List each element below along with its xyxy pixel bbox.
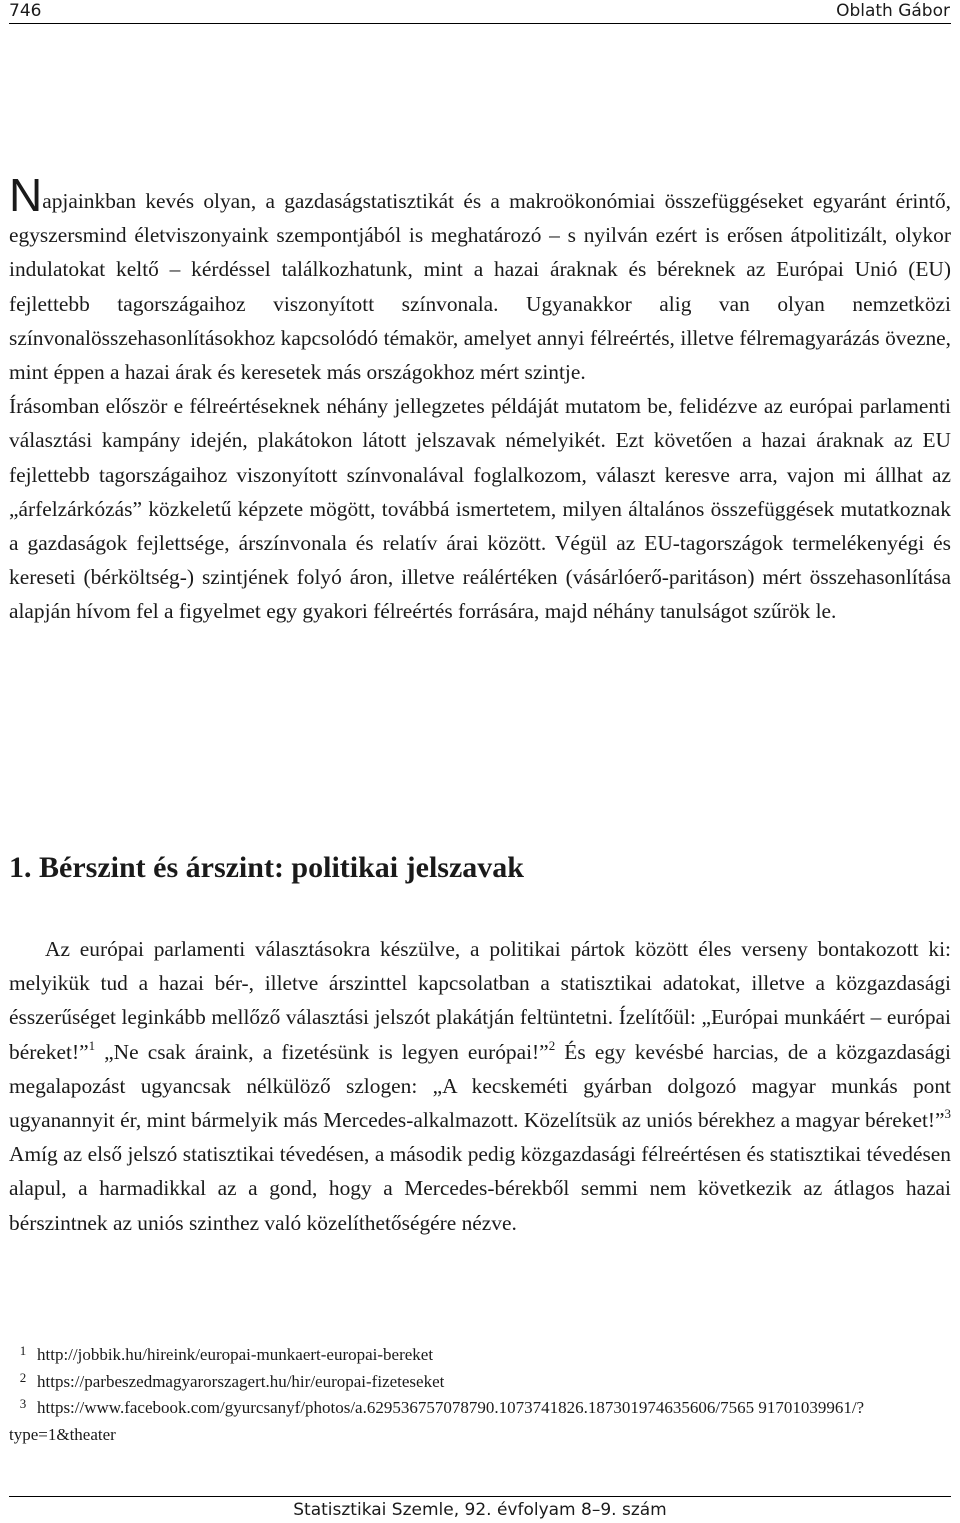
section-text-2: „Ne csak áraink, a fizetésünk is legyen európai!”: [95, 1039, 549, 1064]
footnote-link-1[interactable]: http://jobbik.hu/hireink/europai-munkaert-europai-bereket: [37, 1345, 434, 1364]
footnote-ref-1[interactable]: 1: [88, 1037, 96, 1053]
drop-initial: N: [9, 169, 43, 221]
introduction: [9, 169, 951, 629]
section-body: [9, 932, 951, 1240]
running-header: [0, 0, 960, 24]
footnote-2: 2 https://parbeszedmagyarorszagert.hu/hir/europai-fizeteseket: [19, 1369, 445, 1391]
footnote-3: 3 https://www.facebook.com/gyurcsanyf/photos/a.629536757078790.1073741826.187301974635606/7565 91701039961/?type=1&theater: [9, 1396, 865, 1444]
footnote-1: 1 http://jobbik.hu/hireink/europai-munkaert-europai-bereket: [19, 1343, 434, 1364]
footnote-ref-3[interactable]: 3: [944, 1106, 951, 1122]
header-rule: [9, 23, 951, 24]
section-heading: 1. Bérszint és árszint: politikai jelszavak: [9, 851, 524, 884]
running-footer: Statisztikai Szemle, 92. évfolyam 8–9. szám: [293, 1500, 667, 1520]
footnotes: [9, 1342, 951, 1448]
section-text-3: És egy kevésbé harcias, de a közgazdasági megalapozást ugyancsak nélkülöző szlogen: „A kecskeméti gyárban dolgozó magyar munkás pont ugyanannyit ér, mint bármelyik más Mercedes-alkalmazott. Közelítsük az uniós bérekhez a magyar béreket!”: [9, 1039, 951, 1133]
intro-paragraph-2: Írásomban először e félreértéseknek néhány jellegzetes példáját mutatom be, felidézve az európai parlamenti választási kampány idején, plakátokon látott jelszavak némelyikét. Ezt követően a hazai áraknak az EU fejlettebb tagországaihoz viszonyított színvonalával foglalkozom, választ keresve arra, vajon mi állhat az „árfelzárkózás” közkeletű képzete mögött, továbbá ismertetem, milyen általános összefüggések mutatkoznak a gazdaságok fejlettsége, árszínvonala és relatív árai között. Végül az EU-tagországok termelékenyégi és kereseti (bérköltség-) szintjének folyó áron, illetve reálértéken (vásárlóerő-paritáson) mért összehasonlítása alapján hívom fel a figyelmet egy gyakori félreértés forrására, majd néhány tanulságot szűrök le.: [9, 394, 951, 624]
page-number: 746: [9, 1, 42, 21]
footnote-link-2[interactable]: https://parbeszedmagyarorszagert.hu/hir/europai-fizeteseket: [37, 1371, 445, 1391]
footnote-link-3[interactable]: https://www.facebook.com/gyurcsanyf/photos/a.629536757078790.1073741826.187301974635606/7565 91701039961/?type=1&theater: [9, 1398, 865, 1444]
footnote-ref-2[interactable]: 2: [548, 1037, 556, 1053]
section-text-1: Az európai parlamenti választásokra készülve, a politikai pártok között éles verseny bontakozott ki: melyikük tud a hazai bér-, illetve árszinttel kapcsolatban a statisztikai adatokat, illetve a közgazdasági ésszerűséget leginkább mellőző választási jelszót plakátján feltüntetni. Ízelítőül: „Európai munkáért – európai béreket!”: [9, 937, 951, 1064]
section-text-4: Amíg az első jelszó statisztikai tévedésen, a második pedig közgazdasági félreértésen és statisztikai tévedésen alapul, a harmadikkal az a gond, hogy a Mercedes-bérekből semmi nem következik az átlagos hazai bérszintnek az uniós szinthez való közelíthetőségére nézve.: [9, 1142, 951, 1235]
running-header-author: Oblath Gábor: [836, 1, 950, 21]
section-paragraph: [9, 932, 951, 1240]
intro-paragraph-1: [9, 169, 951, 389]
footer-rule: [9, 1496, 951, 1497]
intro-paragraph-1-text: apjainkban kevés olyan, a gazdaságstatisztikát és a makroökonómiai összefüggéseket egyaránt érintő, egyszersmind életviszonyaink szempontjából is meghatározó – s nyilván ezért is erősen átpolitizált, olykor indulatokat keltő – kérdéssel találkozhatunk, mint a hazai áraknak és béreknek az Európai Unió (EU) fejlettebb tagországaihoz viszonyított színvonala. Ugyanakkor alig van olyan nemzetközi színvonalösszehasonlításokhoz kapcsolódó témakör, amelyet annyi félreértés, illetve félremagyarázás övezne, mint éppen a hazai árak és keresetek más országokhoz mért szintje.: [9, 189, 951, 385]
